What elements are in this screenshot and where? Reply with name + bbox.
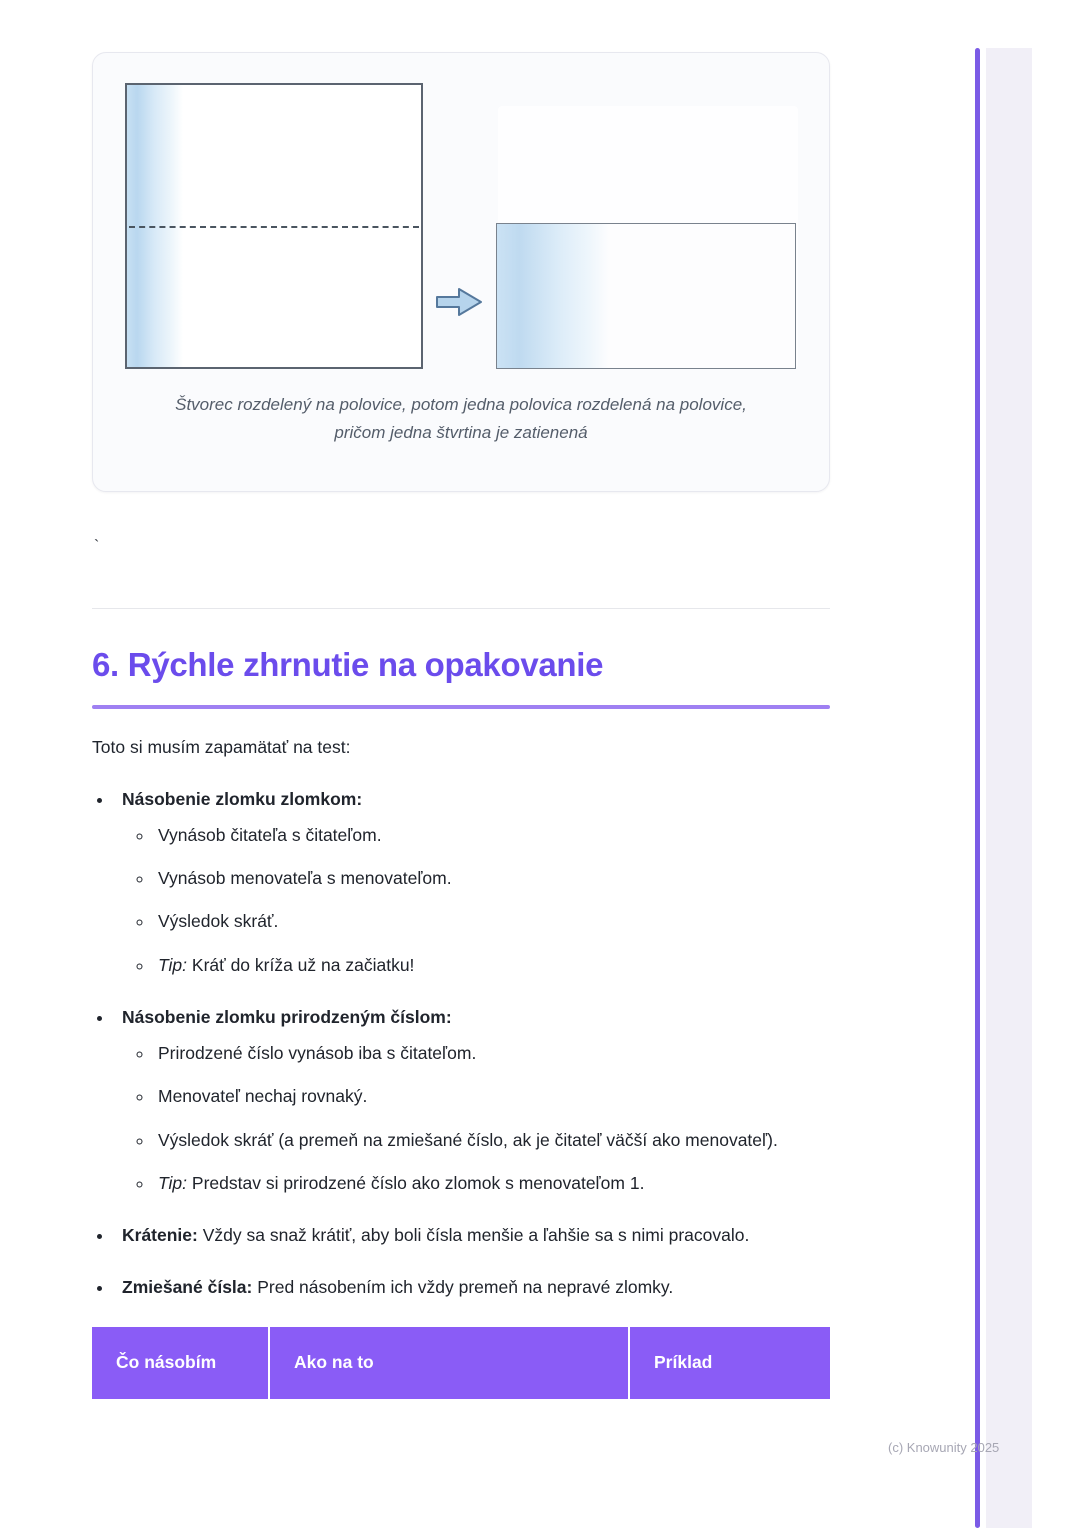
sub-list-item: ◦ Výsledok skráť (a premeň na zmiešané číslo, ak je čitateľ väčší ako menovateľ).: [154, 1127, 830, 1153]
tip-text: Predstav si prirodzené číslo ako zlomok s menovateľom 1.: [191, 1172, 645, 1193]
list-item-title: Zmiešané čísla:: [122, 1277, 253, 1298]
tip-label: Tip:: [158, 1172, 188, 1193]
page-accent-line: [975, 48, 980, 1528]
dashed-divider-line: [129, 226, 419, 228]
summary-list: [92, 786, 830, 1301]
table-header-what-i-multiply: Čo násobím: [92, 1327, 270, 1399]
list-item-mixed-numbers: [114, 1274, 830, 1300]
arrow-right-icon: [435, 286, 483, 318]
sub-list-item-tip: [154, 952, 830, 978]
sub-list-item: ◦ Vynásob čitateľa s čitateľom.: [154, 822, 830, 848]
figure-caption: [133, 391, 789, 446]
list-item-multiply-fraction-by-fraction: [114, 786, 830, 978]
list-item-reducing: [114, 1222, 830, 1248]
square-divided-in-halves: [125, 83, 423, 369]
sub-list-item: ◦ Menovateľ nechaj rovnaký.: [154, 1083, 830, 1109]
sub-list: [122, 822, 830, 978]
intro-text: Toto si musím zapamätať na test:: [92, 736, 351, 757]
list-item-title: Násobenie zlomku prirodzeným číslom:: [122, 1006, 452, 1027]
table-header-how-to: Ako na to: [270, 1327, 630, 1399]
list-item-multiply-fraction-by-natural-number: [114, 1004, 830, 1196]
figure-caption-line-1: Štvorec rozdelený na polovice, potom jedna polovica rozdelená na polovice,: [175, 395, 747, 414]
sub-list-item: ◦ Vynásob menovateľa s menovateľom.: [154, 865, 830, 891]
copyright-text: (c) Knowunity 2025: [888, 1440, 1000, 1455]
list-item-title: Krátenie:: [122, 1225, 198, 1246]
list-item-text: Pred násobením ich vždy premeň na nepravé zlomky.: [257, 1277, 674, 1298]
sub-list-item-tip: [154, 1170, 830, 1196]
figure-card: [92, 52, 830, 492]
table-header-row: [92, 1327, 830, 1399]
next-page-edge: [986, 48, 1032, 1528]
half-rectangle-with-shaded-quarter: [496, 223, 796, 369]
stray-backtick-text: `: [94, 538, 100, 555]
list-item-text: Vždy sa snaž krátiť, aby boli čísla menšie a ľahšie sa s nimi pracovalo.: [202, 1225, 750, 1246]
figure-caption-line-2: pričom jedna štvrtina je zatienená: [334, 422, 588, 442]
tip-text: Kráť do kríža už na začiatku!: [191, 954, 415, 975]
section-heading: 6. Rýchle zhrnutie na opakovanie: [92, 646, 604, 683]
table-header-example: Príklad: [654, 1352, 713, 1373]
section-divider: [92, 608, 830, 609]
document-page: [92, 0, 830, 1399]
list-item-title: Násobenie zlomku zlomkom:: [122, 788, 363, 809]
sub-list: [122, 1040, 830, 1196]
shaded-quarter: [497, 224, 609, 368]
sub-list-item: ◦ Výsledok skráť.: [154, 908, 830, 934]
tip-label: Tip:: [158, 954, 188, 975]
heading-underline-bar: [92, 705, 830, 709]
sub-list-item: ◦ Prirodzené číslo vynásob iba s čitateľom.: [154, 1040, 830, 1066]
